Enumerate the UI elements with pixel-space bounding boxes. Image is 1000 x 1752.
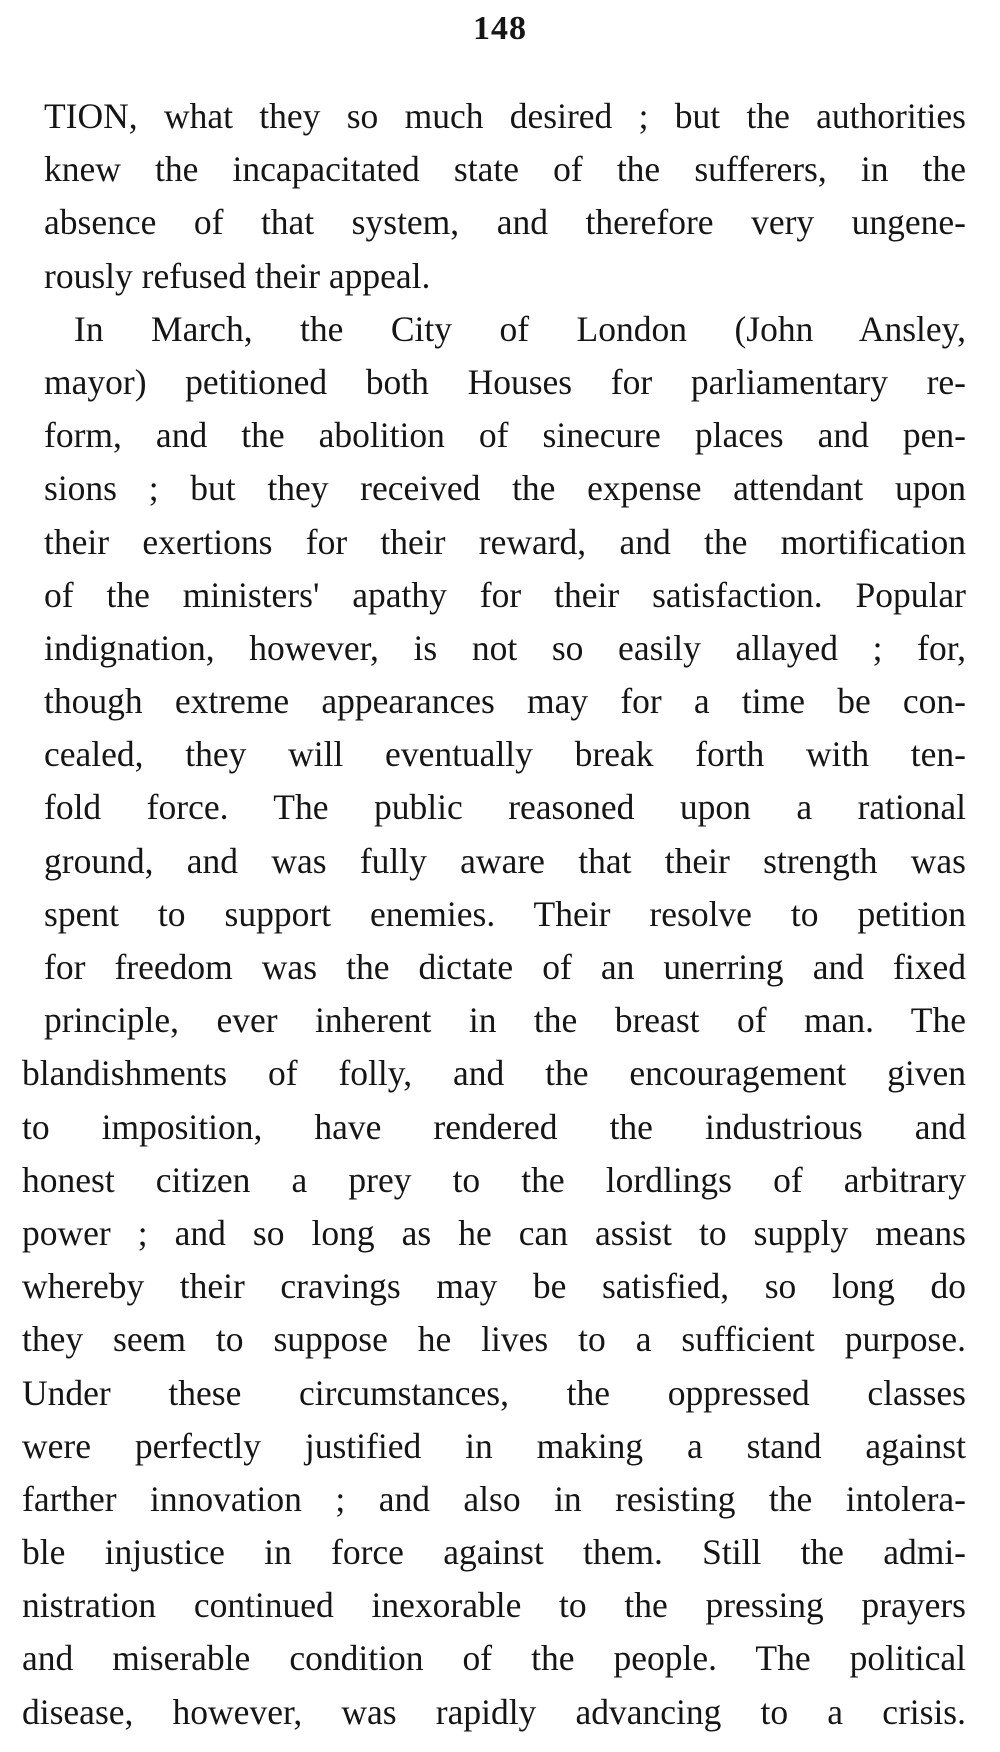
text-line: of the ministers' apathy for their satisfaction. Popular xyxy=(44,574,966,615)
text-line: sions ; but they received the expense attendant upon xyxy=(44,468,966,509)
text-line: were perfectly justified in making a stand against xyxy=(22,1425,966,1466)
text-line: to imposition, have rendered the industrious and xyxy=(22,1106,966,1147)
text-line: cealed, they will eventually break forth with ten- xyxy=(44,734,966,775)
text-line: though extreme appearances may for a time be con- xyxy=(44,681,966,722)
text-line: form, and the abolition of sinecure places and pen- xyxy=(44,415,966,456)
text-line: nistration continued inexorable to the pressing prayers xyxy=(22,1585,966,1626)
text-line: ble injustice in force against them. Still the admi- xyxy=(22,1532,966,1573)
text-line: absence of that system, and therefore very ungene- xyxy=(44,202,966,243)
text-line: ground, and was fully aware that their strength was xyxy=(44,840,966,881)
text-line: fold force. The public reasoned upon a rational xyxy=(44,787,966,828)
text-line: knew the incapacitated state of the sufferers, in the xyxy=(44,149,966,190)
page-number: 148 xyxy=(473,10,527,47)
text-line: and miserable condition of the people. The political xyxy=(22,1638,966,1679)
text-line: farther innovation ; and also in resisting the intolera- xyxy=(22,1478,966,1519)
text-line: power ; and so long as he can assist to supply means xyxy=(22,1212,966,1253)
text-line: for freedom was the dictate of an unerring and fixed xyxy=(44,947,966,987)
text-line: blandishments of folly, and the encouragement given xyxy=(22,1053,966,1094)
text-line: disease, however, was rapidly advancing to a crisis. xyxy=(22,1691,966,1732)
text-line: Under these circumstances, the oppressed classes xyxy=(22,1372,966,1413)
text-line: TION, what they so much desired ; but the authorities xyxy=(44,96,966,136)
body-text xyxy=(22,90,966,1739)
text-line: honest citizen a prey to the lordlings of arbitrary xyxy=(22,1159,966,1200)
text-line: whereby their cravings may be satisfied, so long do xyxy=(22,1266,966,1307)
text-line: spent to support enemies. Their resolve to petition xyxy=(44,893,966,934)
text-line: mayor) petitioned both Houses for parliamentary re- xyxy=(44,361,966,402)
text-line: principle, ever inherent in the breast of man. The xyxy=(44,1000,966,1041)
text-line: they seem to suppose he lives to a sufficient purpose. xyxy=(22,1319,966,1360)
text-line: indignation, however, is not so easily allayed ; for, xyxy=(44,627,966,668)
paragraph-start-line: In March, the City of London (John Ansley, xyxy=(74,308,966,349)
text-line: their exertions for their reward, and the mortification xyxy=(44,521,966,562)
text-line: rously refused their appeal. xyxy=(44,255,431,296)
